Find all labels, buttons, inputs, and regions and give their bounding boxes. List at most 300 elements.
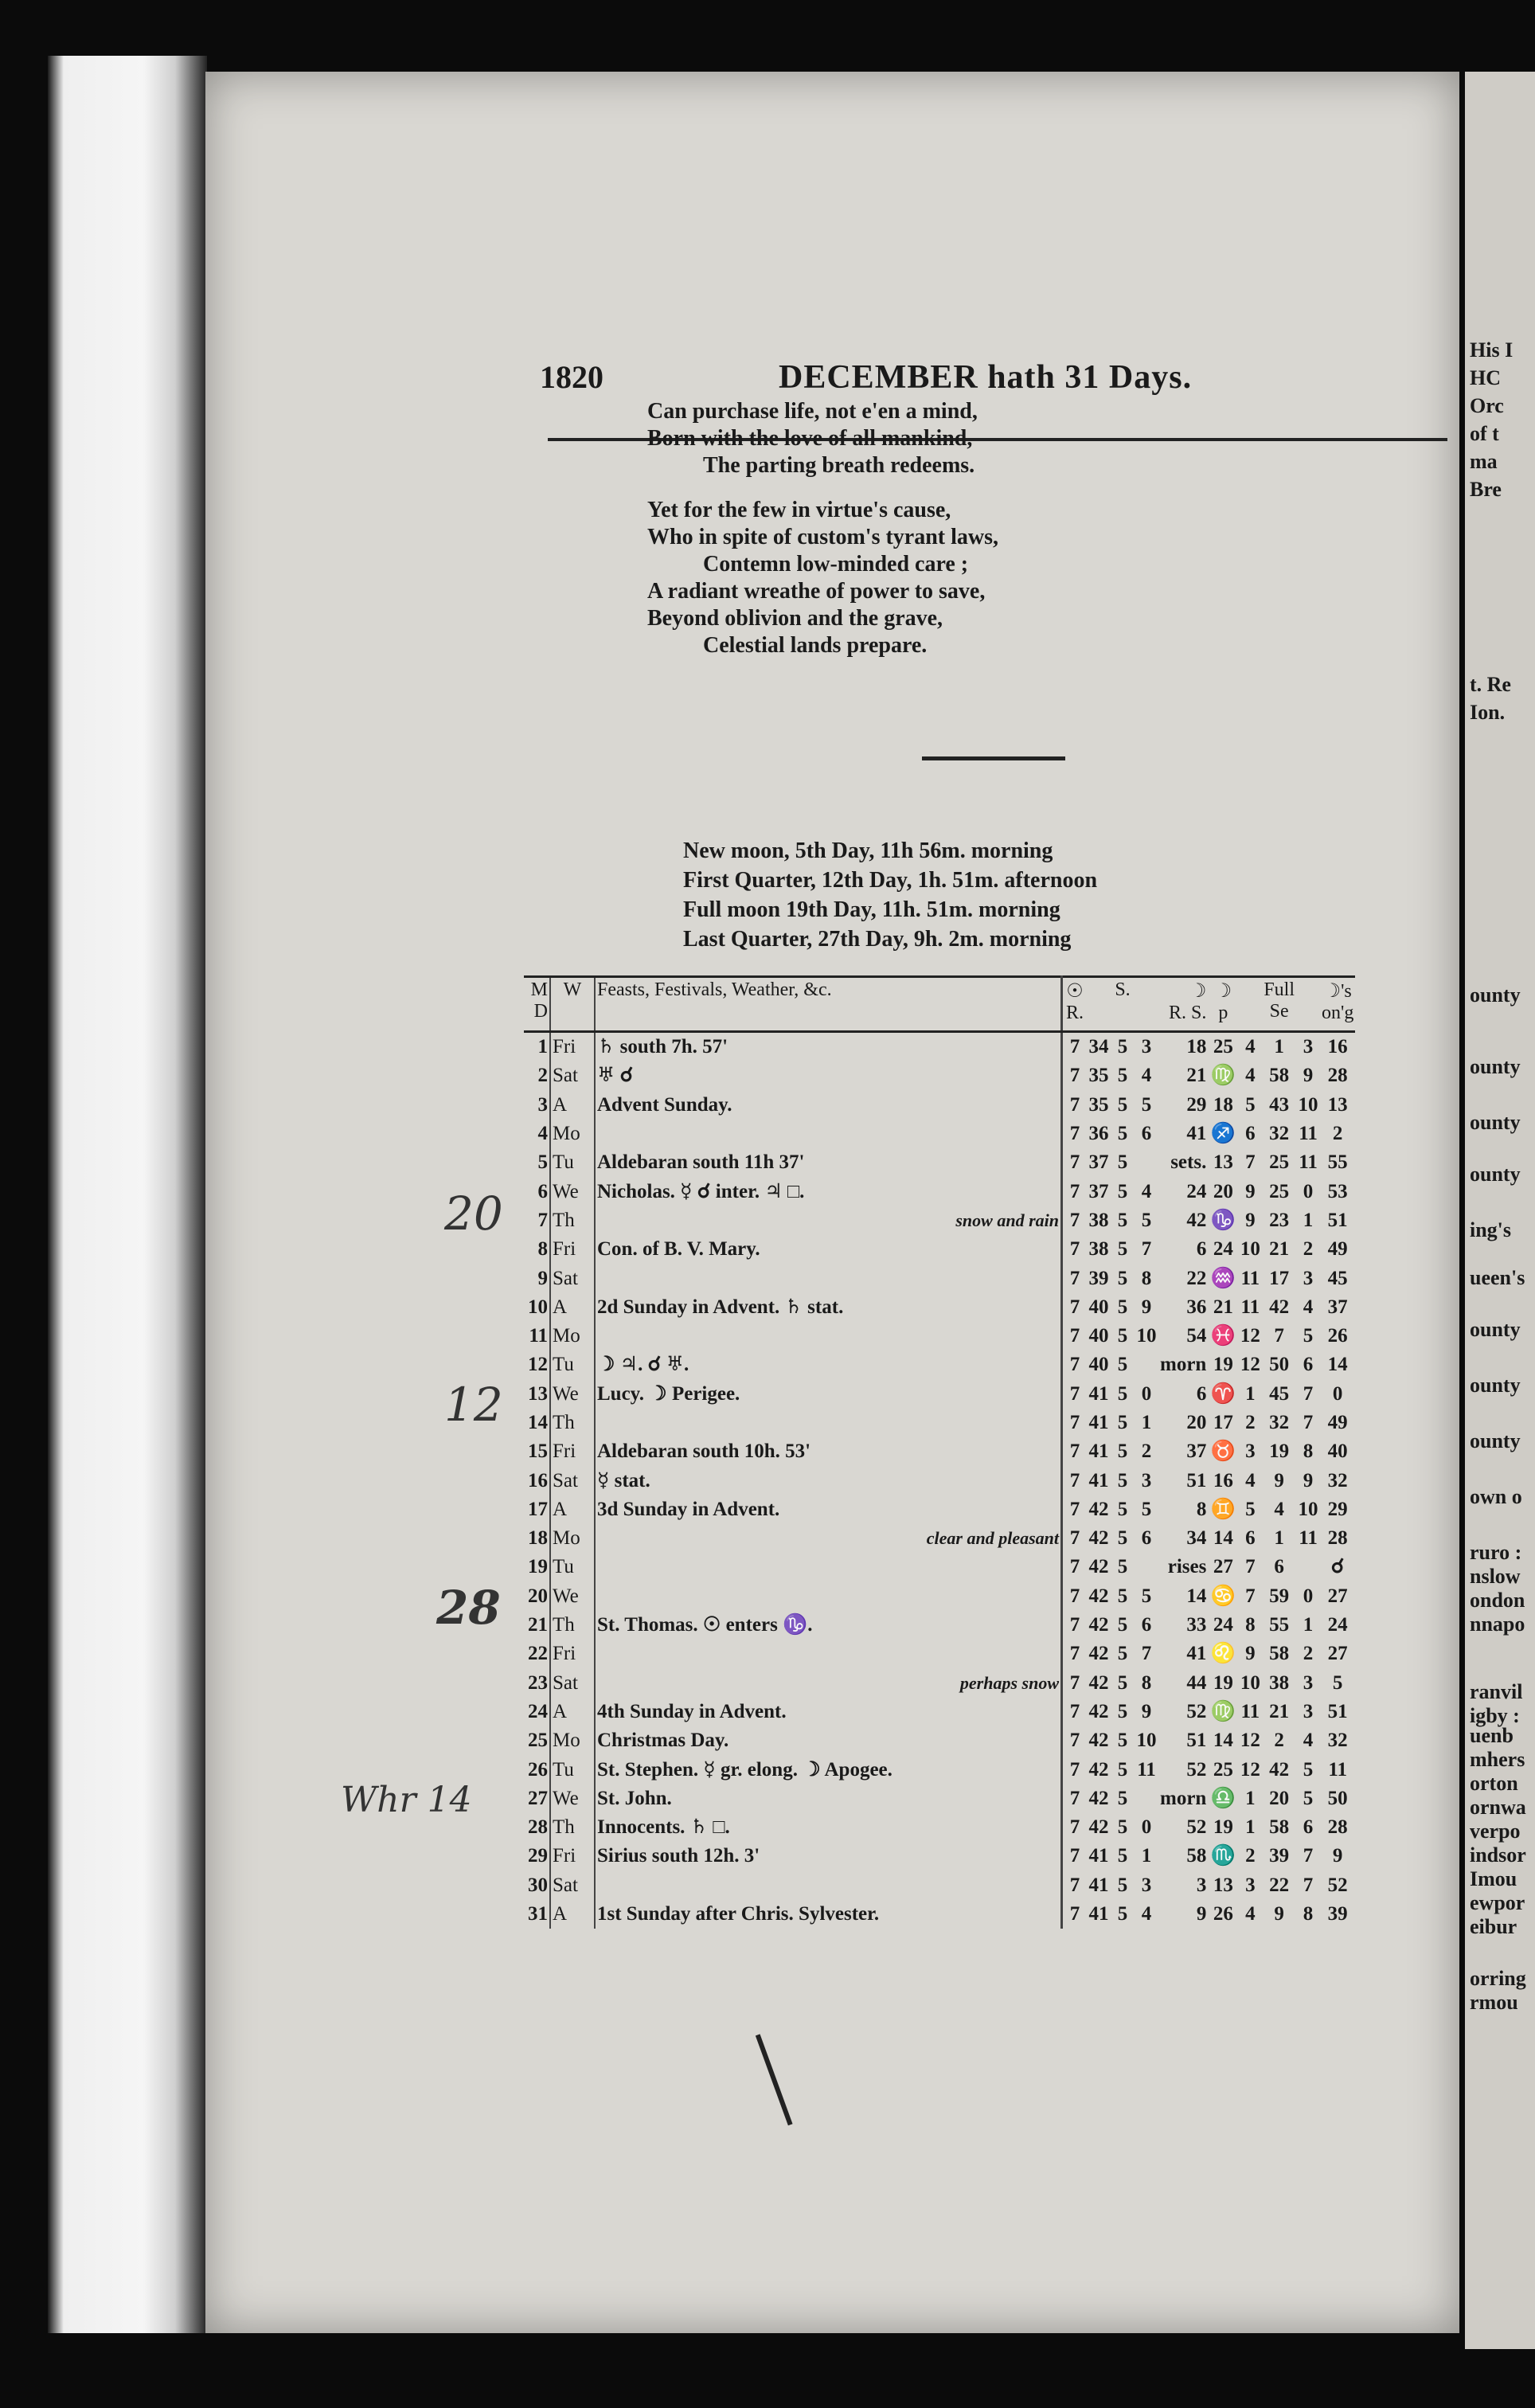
row-day: 12 [524, 1351, 550, 1379]
feast-text: 3d Sunday in Advent. [597, 1498, 780, 1520]
row-full-sea: 1 [1274, 1036, 1284, 1058]
feast-text: ♄ south 7h. 57' [597, 1036, 728, 1058]
table-row [524, 1495, 1355, 1524]
row-full-sea-2: 9 [1303, 1469, 1314, 1491]
row-full-sea: 32 [1269, 1412, 1290, 1433]
row-sunset-min: 7 [1141, 1643, 1152, 1665]
row-full-sea: 21 [1269, 1700, 1290, 1722]
row-sunrise-hour: 7 [1069, 1238, 1080, 1261]
row-full-sea-2: 1 [1303, 1614, 1314, 1636]
row-moon-place: 14 [1213, 1527, 1233, 1550]
margin-note-4: Whr 14 [341, 1780, 472, 1820]
row-day: 3 [524, 1091, 550, 1120]
row-moon-rise-set: 58 [1186, 1845, 1207, 1867]
row-moon-place: 19 [1213, 1354, 1233, 1376]
row-full-sea: 7 [1274, 1325, 1284, 1347]
row-moon-place: 17 [1213, 1412, 1233, 1433]
row-sunset-min: 5 [1141, 1209, 1152, 1231]
row-day: 6 [524, 1177, 550, 1206]
row-moon-place: ♌ [1210, 1643, 1236, 1665]
row-feast [595, 1524, 1062, 1553]
row-sunrise-min: 37 [1088, 1180, 1109, 1202]
row-moon-rise-set: 33 [1186, 1614, 1207, 1636]
row-sunrise-min: 42 [1088, 1816, 1109, 1839]
row-sunset-hour: 5 [1117, 1296, 1128, 1318]
row-feast [595, 1900, 1062, 1929]
row-moon-place: 14 [1213, 1730, 1233, 1752]
row-sunrise-hour: 7 [1069, 1527, 1080, 1550]
row-sunset-hour: 5 [1117, 1180, 1128, 1202]
row-feast [595, 1120, 1062, 1148]
moon-rise-label: R. [1168, 1003, 1186, 1023]
almanac-table [524, 975, 1459, 1929]
adjacent-page-fragment: own o [1470, 1485, 1522, 1508]
table-row [524, 1091, 1355, 1120]
row-moon-hour: 6 [1245, 1123, 1256, 1145]
row-weekday: Sat [550, 1871, 595, 1900]
row-sunset-min: 6 [1141, 1123, 1152, 1145]
row-day: 25 [524, 1726, 550, 1755]
row-sunset-hour: 5 [1117, 1065, 1128, 1087]
table-row [524, 1755, 1355, 1784]
row-moon-place: ♉ [1210, 1440, 1236, 1463]
moon-phase-line: Full moon 19th Day, 11h. 51m. morning [683, 897, 1060, 922]
table-row [524, 1409, 1355, 1437]
row-moon-place: 19 [1213, 1671, 1233, 1694]
row-moon-hour: 11 [1240, 1296, 1260, 1318]
row-sunset-min: 4 [1141, 1903, 1152, 1925]
adjacent-page [1465, 72, 1535, 2349]
header-moon [1158, 977, 1208, 1032]
row-weekday: Fri [550, 1640, 595, 1668]
row-full-sea-2: 5 [1303, 1325, 1314, 1347]
row-moon-place: 27 [1213, 1556, 1233, 1578]
row-moon-long: 27 [1327, 1585, 1348, 1607]
row-day: 14 [524, 1409, 550, 1437]
row-weekday: Tu [550, 1755, 595, 1784]
row-full-sea-2: 10 [1298, 1093, 1318, 1116]
row-moon-rise-set: 51 [1186, 1730, 1207, 1752]
row-moon-long: 45 [1327, 1267, 1348, 1289]
row-sunrise-min: 41 [1088, 1382, 1109, 1405]
table-row [524, 1322, 1355, 1351]
row-sunset-hour: 5 [1117, 1643, 1128, 1665]
row-weekday: Fri [550, 1437, 595, 1466]
row-moon-long: 55 [1327, 1151, 1348, 1174]
row-moon-hour: 4 [1245, 1469, 1256, 1491]
row-sunrise-hour: 7 [1069, 1585, 1080, 1607]
row-full-sea: 25 [1269, 1151, 1290, 1174]
row-sunrise-hour: 7 [1069, 1816, 1080, 1839]
row-moon-long: 13 [1327, 1093, 1348, 1116]
poem [647, 398, 998, 659]
table-row [524, 1553, 1355, 1581]
row-sunrise-hour: 7 [1069, 1556, 1080, 1578]
row-day: 9 [524, 1264, 550, 1292]
poem-line: Born with the love of all mankind, [647, 426, 973, 451]
row-day: 18 [524, 1524, 550, 1553]
row-sunrise-min: 39 [1088, 1267, 1109, 1289]
row-weekday: Th [550, 1206, 595, 1235]
row-sunset-min: 7 [1141, 1238, 1152, 1261]
row-moon-long: 32 [1327, 1730, 1348, 1752]
row-feast [595, 1669, 1062, 1698]
row-moon-place: ♑ [1210, 1209, 1236, 1231]
table-row [524, 1871, 1355, 1900]
adjacent-page-fragment: ranvil [1470, 1680, 1523, 1703]
table-row [524, 1524, 1355, 1553]
row-moon-long: 53 [1327, 1180, 1348, 1202]
header-sun-set-min [1135, 977, 1158, 1032]
adjacent-page-fragment: nslow [1470, 1565, 1521, 1588]
row-full-sea-2: 0 [1303, 1180, 1314, 1202]
row-sunrise-min: 34 [1088, 1036, 1109, 1058]
row-full-sea: 9 [1274, 1469, 1284, 1491]
row-sunrise-min: 35 [1088, 1093, 1109, 1116]
row-weekday: Th [550, 1611, 595, 1640]
row-moon-rise-set: sets. [1170, 1151, 1207, 1174]
feast-text: Aldebaran south 10h. 53' [597, 1440, 811, 1463]
row-sunset-min [1135, 1351, 1158, 1379]
row-day: 16 [524, 1466, 550, 1495]
row-feast [595, 1755, 1062, 1784]
row-full-sea: 50 [1269, 1354, 1290, 1376]
row-moon-long: 49 [1327, 1238, 1348, 1261]
feast-text: 2d Sunday in Advent. ♄ stat. [597, 1296, 844, 1318]
row-full-sea-2: 3 [1303, 1267, 1314, 1289]
row-feast [595, 1611, 1062, 1640]
row-full-sea: 45 [1269, 1382, 1290, 1405]
row-moon-long: 11 [1328, 1758, 1347, 1781]
header-moon-place: ☽ p [1208, 977, 1238, 1032]
row-sunrise-hour: 7 [1069, 1267, 1080, 1289]
row-moon-place: 13 [1213, 1874, 1233, 1896]
row-sunset-min: 1 [1141, 1845, 1152, 1867]
row-full-sea: 23 [1269, 1209, 1290, 1231]
row-sunset-min: 9 [1141, 1700, 1152, 1722]
row-feast [595, 1148, 1062, 1177]
row-sunrise-hour: 7 [1069, 1325, 1080, 1347]
row-sunrise-min: 35 [1088, 1065, 1109, 1087]
table-row [524, 1148, 1355, 1177]
row-feast [595, 1264, 1062, 1292]
row-full-sea-2: 1 [1303, 1209, 1314, 1231]
row-full-sea: 58 [1269, 1816, 1290, 1839]
row-moon-hour: 6 [1245, 1527, 1256, 1550]
adjacent-page-fragment: uenb [1470, 1724, 1514, 1747]
row-full-sea: 1 [1274, 1527, 1284, 1550]
row-moon-hour: 9 [1245, 1209, 1256, 1231]
feast-text: 1st Sunday after Chris. Sylvester. [597, 1903, 880, 1925]
row-sunset-hour: 5 [1117, 1325, 1128, 1347]
poem-line: Contemn low-minded care ; [703, 552, 969, 577]
row-feast [595, 1091, 1062, 1120]
row-sunrise-hour: 7 [1069, 1180, 1080, 1202]
row-sunrise-hour: 7 [1069, 1614, 1080, 1636]
sun-rise-label: R. [1065, 1003, 1084, 1023]
row-moon-place: ♊ [1210, 1498, 1236, 1520]
row-day: 21 [524, 1611, 550, 1640]
row-moon-rise-set: 24 [1186, 1180, 1207, 1202]
row-feast [595, 1640, 1062, 1668]
adjacent-page-fragment: Orc [1470, 394, 1504, 417]
row-full-sea-2: 3 [1303, 1671, 1314, 1694]
row-full-sea: 43 [1269, 1093, 1290, 1116]
row-feast [595, 1409, 1062, 1437]
row-day: 13 [524, 1380, 550, 1409]
row-moon-hour: 7 [1245, 1585, 1256, 1607]
row-sunset-hour: 5 [1117, 1354, 1128, 1376]
row-sunrise-hour: 7 [1069, 1874, 1080, 1896]
row-full-sea: 59 [1269, 1585, 1290, 1607]
ink-mark [756, 2023, 822, 2125]
moon-phase-line: New moon, 5th Day, 11h 56m. morning [683, 838, 1053, 863]
row-moon-rise-set: 44 [1186, 1671, 1207, 1694]
row-moon-long: 28 [1327, 1065, 1348, 1087]
row-full-sea: 39 [1269, 1845, 1290, 1867]
row-moon-rise-set: 18 [1186, 1036, 1207, 1058]
row-full-sea: 17 [1269, 1267, 1290, 1289]
row-moon-rise-set: 54 [1186, 1325, 1207, 1347]
adjacent-page-fragment: ewpor [1470, 1891, 1525, 1914]
row-weekday: We [550, 1784, 595, 1813]
row-moon-rise-set: morn [1160, 1787, 1207, 1809]
page-year: 1820 [540, 359, 603, 395]
section-divider [922, 756, 1065, 760]
row-sunset-hour: 5 [1117, 1382, 1128, 1405]
row-moon-long: 14 [1327, 1354, 1348, 1376]
row-feast [595, 1177, 1062, 1206]
row-sunrise-hour: 7 [1069, 1382, 1080, 1405]
row-moon-long: 28 [1327, 1816, 1348, 1839]
row-sunrise-min: 40 [1088, 1296, 1109, 1318]
feast-text: St. Stephen. ☿ gr. elong. ☽ Apogee. [597, 1758, 892, 1781]
row-day: 27 [524, 1784, 550, 1813]
adjacent-page-fragment: ounty [1470, 1163, 1521, 1186]
row-full-sea: 21 [1269, 1238, 1290, 1261]
adjacent-page-fragment: ounty [1470, 1429, 1521, 1452]
row-moon-hour: 12 [1240, 1325, 1260, 1347]
table-row [524, 1293, 1355, 1322]
row-moon-rise-set: 21 [1186, 1065, 1207, 1087]
margin-note-2: 12 [444, 1378, 503, 1432]
sun-symbol: ☉ [1066, 981, 1084, 1002]
row-moon-place: 25 [1213, 1036, 1233, 1058]
table-row [524, 1264, 1355, 1292]
row-full-sea-2: 7 [1303, 1382, 1314, 1405]
row-feast [595, 1032, 1062, 1062]
poem-line: Can purchase life, not e'en a mind, [647, 399, 978, 424]
adjacent-page-fragment: ounty [1470, 1055, 1521, 1078]
row-full-sea-2: 6 [1303, 1354, 1314, 1376]
table-row [524, 1784, 1355, 1813]
row-full-sea-2: 2 [1303, 1643, 1314, 1665]
row-moon-rise-set: 6 [1196, 1382, 1207, 1405]
row-sunset-min: 5 [1141, 1093, 1152, 1116]
row-weekday: Sat [550, 1264, 595, 1292]
row-sunrise-min: 42 [1088, 1498, 1109, 1520]
feast-text: ♅ ☌ [597, 1065, 634, 1087]
row-moon-hour: 1 [1245, 1816, 1256, 1839]
poem-line: The parting breath redeems. [703, 453, 975, 478]
row-sunrise-hour: 7 [1069, 1758, 1080, 1781]
row-moon-place: ♈ [1210, 1382, 1236, 1405]
row-weekday: Mo [550, 1726, 595, 1755]
row-sunset-hour: 5 [1117, 1585, 1128, 1607]
adjacent-page-fragment: ing's [1470, 1218, 1512, 1241]
row-moon-rise-set: 52 [1186, 1700, 1207, 1722]
adjacent-page-fragment: ounty [1470, 983, 1521, 1007]
row-moon-rise-set: 41 [1186, 1123, 1207, 1145]
row-sunrise-min: 40 [1088, 1325, 1109, 1347]
row-sunrise-hour: 7 [1069, 1296, 1080, 1318]
row-sunrise-min: 42 [1088, 1527, 1109, 1550]
book-edge [48, 56, 207, 2333]
row-full-sea-2: 7 [1303, 1412, 1314, 1433]
row-sunrise-hour: 7 [1069, 1412, 1080, 1433]
row-full-sea-2: 7 [1303, 1845, 1314, 1867]
almanac-page [205, 72, 1459, 2333]
row-sunset-min: 10 [1136, 1325, 1157, 1347]
row-day: 23 [524, 1669, 550, 1698]
row-day: 30 [524, 1871, 550, 1900]
row-weekday: Th [550, 1409, 595, 1437]
row-moon-long: 28 [1327, 1527, 1348, 1550]
row-moon-hour: 10 [1240, 1671, 1260, 1694]
row-moon-hour: 1 [1245, 1787, 1256, 1809]
row-day: 2 [524, 1061, 550, 1090]
adjacent-page-fragment: ruro : [1470, 1541, 1522, 1564]
row-moon-rise-set: 3 [1196, 1874, 1207, 1896]
row-moon-place: 25 [1213, 1758, 1233, 1781]
row-moon-rise-set: 42 [1186, 1209, 1207, 1231]
row-moon-rise-set: 52 [1186, 1816, 1207, 1839]
row-full-sea-2: 5 [1303, 1758, 1314, 1781]
row-moon-long: 29 [1327, 1498, 1348, 1520]
row-sunset-hour: 5 [1117, 1238, 1128, 1261]
row-weekday: A [550, 1698, 595, 1726]
row-feast [595, 1380, 1062, 1409]
row-sunset-hour: 5 [1117, 1498, 1128, 1520]
row-moon-place: ♍ [1210, 1065, 1236, 1087]
table-row [524, 1726, 1355, 1755]
row-moon-rise-set: rises [1167, 1556, 1207, 1578]
row-feast [595, 1322, 1062, 1351]
row-feast [595, 1061, 1062, 1090]
row-weekday: Fri [550, 1842, 595, 1870]
table-row [524, 1177, 1355, 1206]
row-day: 28 [524, 1813, 550, 1842]
row-moon-place: ♐ [1210, 1123, 1236, 1145]
row-full-sea-2: 9 [1303, 1065, 1314, 1087]
table-row [524, 1611, 1355, 1640]
row-sunset-min: 3 [1141, 1874, 1152, 1896]
adjacent-page-fragment: ma [1470, 450, 1498, 473]
row-sunset-min: 8 [1141, 1267, 1152, 1289]
row-sunset-min: 0 [1141, 1816, 1152, 1839]
row-sunrise-min: 37 [1088, 1151, 1109, 1174]
adjacent-page-fragment: rmou [1470, 1991, 1518, 2014]
adjacent-page-fragment: nnapo [1470, 1612, 1525, 1636]
row-moon-rise-set: 8 [1196, 1498, 1207, 1520]
row-sunrise-hour: 7 [1069, 1440, 1080, 1463]
poem-line: Yet for the few in virtue's cause, [647, 498, 951, 522]
row-feast [595, 1553, 1062, 1581]
row-moon-rise-set: 41 [1186, 1643, 1207, 1665]
row-sunset-hour: 5 [1117, 1700, 1128, 1722]
row-sunset-min: 6 [1141, 1527, 1152, 1550]
adjacent-page-fragment: ueen's [1470, 1266, 1525, 1289]
feast-text: ☿ stat. [597, 1469, 650, 1491]
row-moon-hour: 9 [1245, 1643, 1256, 1665]
row-moon-long: 32 [1327, 1469, 1348, 1491]
row-sunrise-min: 42 [1088, 1730, 1109, 1752]
row-moon-place: 18 [1213, 1093, 1233, 1116]
adjacent-page-fragment: Bre [1470, 478, 1502, 501]
row-moon-hour: 12 [1240, 1354, 1260, 1376]
row-sunrise-hour: 7 [1069, 1671, 1080, 1694]
row-full-sea-2: 10 [1298, 1498, 1318, 1520]
table-row [524, 1640, 1355, 1668]
row-sunset-hour: 5 [1117, 1787, 1128, 1809]
row-sunset-hour: 5 [1117, 1845, 1128, 1867]
row-moon-rise-set: 22 [1186, 1267, 1207, 1289]
row-moon-long: 16 [1327, 1036, 1348, 1058]
adjacent-page-fragment: ornwa [1470, 1796, 1526, 1819]
row-sunrise-hour: 7 [1069, 1498, 1080, 1520]
poem-line: Beyond oblivion and the grave, [647, 606, 943, 631]
row-moon-rise-set: 20 [1186, 1412, 1207, 1433]
row-moon-long: ☌ [1330, 1556, 1345, 1578]
row-feast [595, 1351, 1062, 1379]
feast-text: Aldebaran south 11h 37' [597, 1151, 805, 1174]
row-full-sea-2: 8 [1303, 1903, 1314, 1925]
row-feast [595, 1235, 1062, 1264]
feast-text: St. Thomas. ☉ enters ♑. [597, 1614, 813, 1636]
row-sunrise-min: 41 [1088, 1845, 1109, 1867]
row-moon-hour: 3 [1245, 1440, 1256, 1463]
row-day: 17 [524, 1495, 550, 1524]
row-sunrise-hour: 7 [1069, 1903, 1080, 1925]
row-sunset-hour: 5 [1117, 1903, 1128, 1925]
row-sunset-hour: 5 [1117, 1527, 1128, 1550]
feast-text: ☽ ♃. ☌ ♅. [597, 1354, 689, 1376]
row-sunrise-min: 41 [1088, 1440, 1109, 1463]
row-full-sea: 2 [1274, 1730, 1284, 1752]
row-sunset-min [1135, 1553, 1158, 1581]
row-moon-hour: 5 [1245, 1498, 1256, 1520]
row-moon-place: 24 [1213, 1238, 1233, 1261]
poem-line [647, 479, 998, 497]
row-sunset-min: 5 [1141, 1585, 1152, 1607]
row-moon-hour: 7 [1245, 1556, 1256, 1578]
weather-note: clear and pleasant [926, 1528, 1059, 1549]
row-full-sea: 20 [1269, 1787, 1290, 1809]
row-full-sea: 4 [1274, 1498, 1284, 1520]
row-weekday: We [550, 1177, 595, 1206]
row-feast [595, 1293, 1062, 1322]
poem-line: Who in spite of custom's tyrant laws, [647, 525, 999, 549]
row-weekday: Tu [550, 1351, 595, 1379]
row-feast [595, 1495, 1062, 1524]
row-sunset-min: 1 [1141, 1412, 1152, 1433]
row-full-sea: 25 [1269, 1180, 1290, 1202]
row-moon-rise-set: 6 [1196, 1238, 1207, 1261]
row-sunrise-min: 42 [1088, 1758, 1109, 1781]
row-moon-hour: 3 [1245, 1874, 1256, 1896]
adjacent-page-fragment: HC [1470, 366, 1501, 389]
row-day: 7 [524, 1206, 550, 1235]
